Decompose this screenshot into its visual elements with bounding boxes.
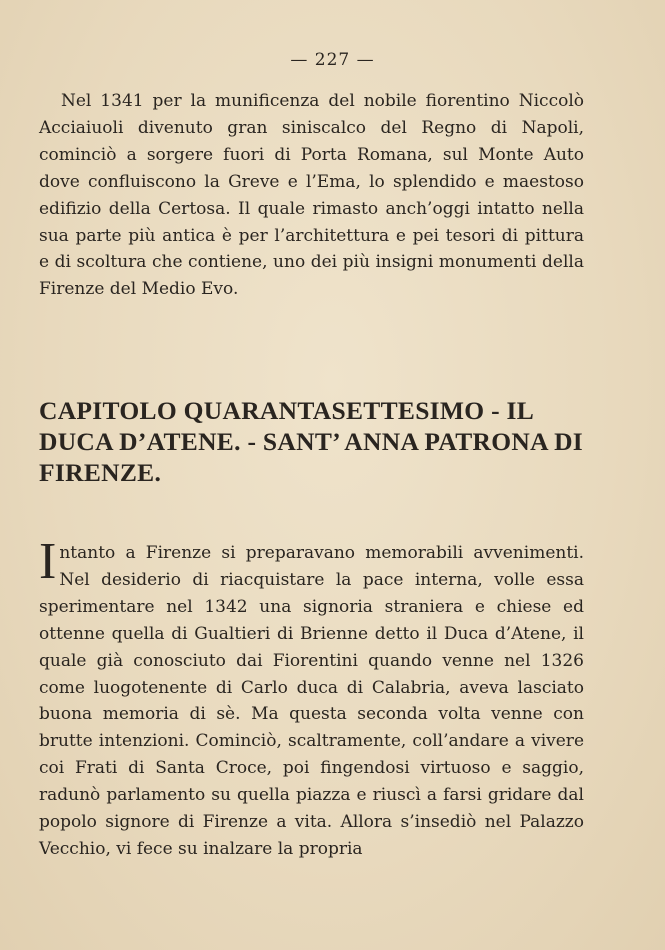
chapter-heading: CAPITOLO QUARANTASETTESIMO - IL DUCA D’ATENE. - SANT’ ANNA PATRONA DI FIRENZE. xyxy=(39,396,584,487)
paragraph-certosa: Nel 1341 per la munificenza del nobile fiorentino Niccolò Acciaiuoli divenuto gran siniscalco del Regno di Napoli, cominciò a sorgere fuori di Porta Romana, sul Monte Auto dove confluiscono la Greve e l’Ema, lo splendido e maestoso edifizio della Certosa. Il quale rimasto anch’oggi intatto nella sua parte più antica è per l’architettura e pei tesori di pittura e di scoltura che contiene, uno dei più insigni monumenti della Firenze del Medio Evo. xyxy=(39,91,584,300)
drop-cap: I xyxy=(39,533,57,590)
paragraph-duca-atene xyxy=(39,533,584,863)
page-number: — 227 — xyxy=(290,50,375,70)
paragraph-body: ntanto a Firenze si preparavano memorabili avvenimenti. Nel desiderio di riacquistare la pace interna, volle essa sperimentare nel 1342 una signoria straniera e chiese ed ottenne quella di Gualtieri di Brienne detto il Duca d’Atene, il quale già conosciuto dai Fiorentini quando venne nel 1326 come luogotenente di Carlo duca di Calabria, aveva lasciato buona memoria di sè. Ma questa seconda volta venne con brutte intenzioni. Cominciò, scaltramente, coll’andare a vivere coi Frati di Santa Croce, poi fingendosi virtuoso e saggio, radunò parlamento su quella piazza e riuscì a farsi gridare dal popolo signore di Firenze a vita. Allora s’insediò nel Palazzo Vecchio, vi fece su inalzare la propria xyxy=(39,543,584,859)
